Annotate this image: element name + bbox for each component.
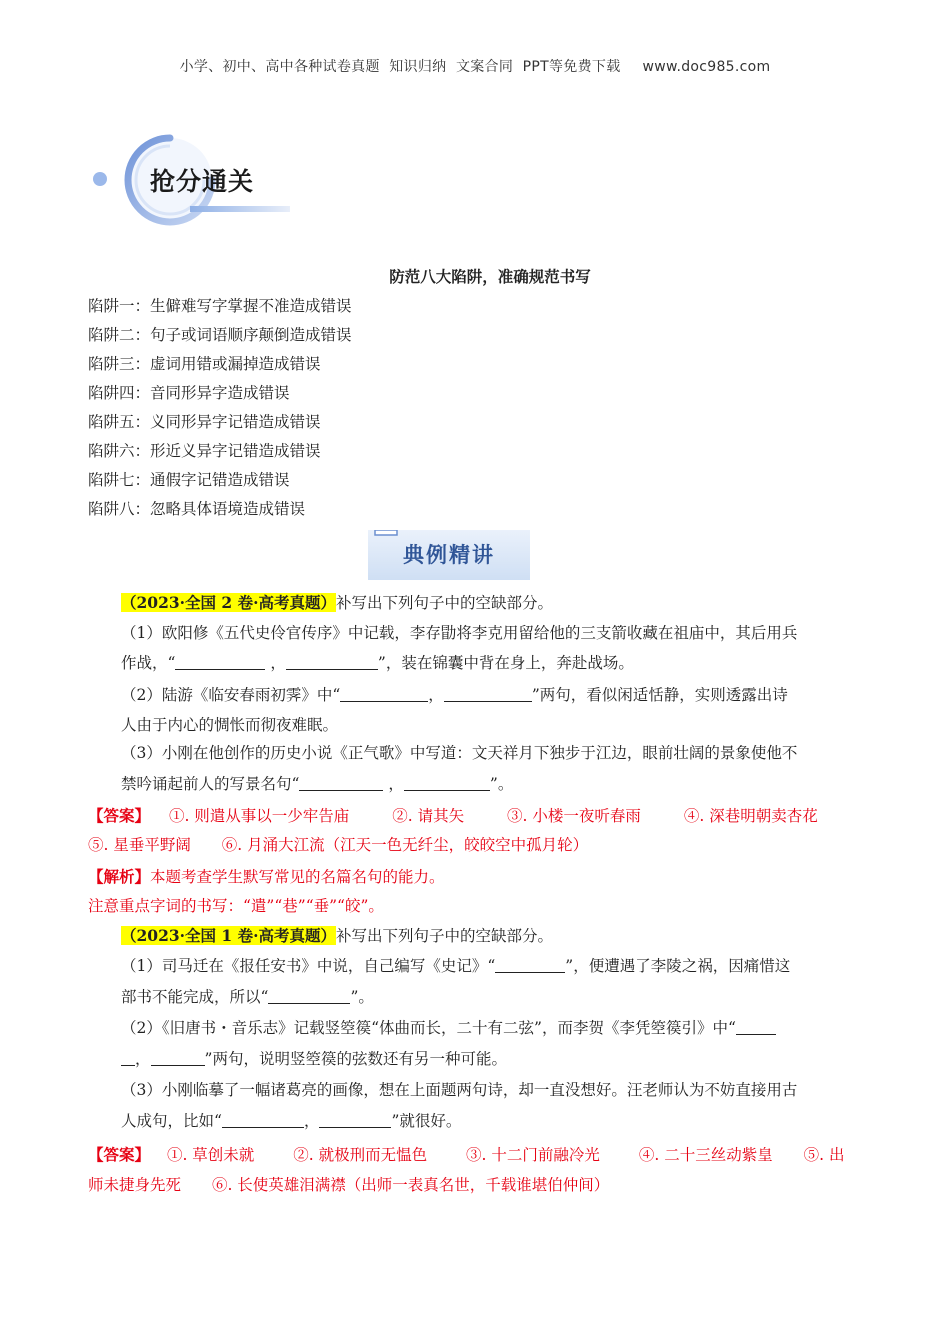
q2-s3-line2 — [121, 1106, 461, 1137]
answer-item: ②. 就极刑而无愠色 — [293, 1146, 428, 1164]
answer-item: ①. 则遣从事以一少牢告庙 — [168, 807, 350, 825]
section-heading-label: 典例精讲 — [403, 543, 495, 567]
section-heading — [368, 530, 530, 580]
q1-s2-line1 — [121, 680, 788, 711]
q2-s2-line2 — [121, 1044, 507, 1075]
answer-blank[interactable] — [444, 683, 532, 702]
section-banner — [90, 132, 300, 227]
q1-s1-line1: （1）欧阳修《五代史伶官传序》中记载，李存勖将李克用留给他的三支箭收藏在祖庙中，其后用兵 — [121, 624, 798, 642]
q1-s1-text: ”，装在锦囊中背在身上，奔赴战场。 — [377, 654, 634, 672]
answer-blank[interactable] — [175, 651, 265, 670]
q2-s1-text: 部书不能完成，所以“ — [121, 988, 269, 1006]
q1-prompt: 补写出下列句子中的空缺部分。 — [336, 594, 554, 612]
answer-blank[interactable] — [268, 985, 350, 1004]
q2-s2-sep: ， — [135, 1050, 151, 1068]
q2-s3-text: ”就很好。 — [391, 1112, 462, 1130]
trap-item: 陷阱六：形近义异字记错造成错误 — [88, 442, 321, 460]
answer-blank[interactable] — [319, 1109, 391, 1128]
answer-blank[interactable] — [286, 651, 378, 670]
q2-answer-line2 — [88, 1170, 609, 1201]
trap-item: 陷阱七：通假字记错造成错误 — [88, 471, 290, 489]
answer-item: ①. 草创未就 — [166, 1146, 255, 1164]
answer-blank[interactable] — [121, 1047, 135, 1066]
q1-s1-sep: ， — [270, 654, 286, 672]
trap-list — [88, 292, 352, 524]
header-url[interactable]: www.doc985.com — [642, 59, 771, 75]
q2-s1-text: ”，便遭遇了李陵之祸，因痛惜这 — [565, 957, 791, 975]
q1-s2-text: （2）陆游《临安春雨初霁》中“ — [121, 686, 341, 704]
main-title: 防范八大陷阱，准确规范书写 — [389, 267, 591, 286]
answer-item: ⑥. 月涌大江流（江天一色无纤尘，皎皎空中孤月轮） — [221, 836, 589, 854]
q1-answer-line2 — [88, 830, 588, 861]
q1-analysis — [88, 861, 445, 893]
trap-item: 陷阱二：句子或词语顺序颠倒造成错误 — [88, 326, 352, 344]
q2-s1-text: （1）司马迁在《报任安书》中说，自己编写《史记》“ — [121, 957, 496, 975]
q2-source-badge: （2023·全国 1 卷·高考真题） — [121, 926, 337, 945]
q2-s2-line1 — [121, 1013, 776, 1044]
q1-s3-line1: （3）小刚在他创作的历史小说《正气歌》中写道：文天祥月下独步于江边，眼前壮阔的景象使他不 — [121, 744, 798, 762]
answer-item: ⑤. 出 — [803, 1146, 845, 1164]
q1-s3-text: 禁吟诵起前人的写景名句“ — [121, 775, 300, 793]
answer-item: ⑤. 星垂平野阔 — [88, 836, 191, 854]
q2-s3-sep: ， — [303, 1112, 320, 1130]
analysis-label: 【解析】 — [88, 867, 151, 886]
q1-s3-line2 — [121, 769, 513, 800]
q1-s1-text: 作战，“ — [121, 654, 176, 672]
answer-blank[interactable] — [299, 772, 383, 791]
q2-s1-text: ”。 — [350, 988, 374, 1006]
q2-s2-text: ”两句，说明竖箜篌的弦数还有另一种可能。 — [204, 1050, 507, 1068]
q1-source-badge: （2023·全国 2 卷·高考真题） — [121, 593, 337, 612]
analysis-text: 本题考查学生默写常见的名篇名句的能力。 — [150, 868, 445, 886]
answer-item: ④. 二十三丝动紫皇 — [638, 1146, 773, 1164]
answer-blank[interactable] — [736, 1016, 776, 1035]
q1-s2-sep: ， — [428, 686, 444, 704]
header-text: 小学、初中、高中各种试卷真题 知识归纳 文案合同 PPT等免费下载 — [179, 59, 621, 75]
answer-item: ③. 小楼一夜听春雨 — [507, 807, 641, 825]
trap-item: 陷阱五：义同形异字记错造成错误 — [88, 413, 321, 431]
answer-label: 【答案】 — [88, 1145, 151, 1164]
trap-item: 陷阱八：忽略具体语境造成错误 — [88, 500, 306, 518]
q2-s1-line2 — [121, 982, 374, 1013]
answer-item: ②. 请其矢 — [392, 807, 465, 825]
q1-s2-line2: 人由于内心的惆怅而彻夜难眠。 — [121, 716, 339, 734]
q2-s2-text: （2）《旧唐书・音乐志》记载竖箜篌“体曲而长，二十有二弦”，而李贺《李凭箜篌引》中“ — [121, 1019, 736, 1037]
q1-s3-sep: ， — [388, 775, 404, 793]
site-header — [0, 56, 950, 76]
q2-answer-line1 — [88, 1139, 845, 1171]
q1-s1-line2 — [121, 648, 634, 679]
q1-answer-line1 — [88, 800, 818, 832]
q2-s3-text: 人成句，比如“ — [121, 1112, 222, 1130]
q2-s3-line1: （3）小刚临摹了一幅诸葛亮的画像，想在上面题两句诗，却一直没想好。汪老师认为不妨直接用古 — [121, 1081, 798, 1099]
answer-blank[interactable] — [404, 772, 490, 791]
answer-blank[interactable] — [222, 1109, 304, 1128]
answer-item: ⑥. 长使英雄泪满襟（出师一表真名世，千载谁堪伯仲间） — [211, 1176, 610, 1194]
answer-blank[interactable] — [495, 954, 565, 973]
q2-prompt: 补写出下列句子中的空缺部分。 — [336, 927, 554, 945]
q1-note: 注意重点字词的书写：“遣”“巷”“垂”“皎”。 — [88, 897, 384, 915]
answer-blank[interactable] — [340, 683, 428, 702]
q2-intro — [121, 920, 553, 952]
q2-s1-line1 — [121, 951, 790, 982]
trap-item: 陷阱四：音同形异字造成错误 — [88, 384, 290, 402]
answer-item: ④. 深巷明朝卖杏花 — [683, 807, 818, 825]
q1-s3-text: ”。 — [489, 775, 514, 793]
trap-item: 陷阱一：生僻难写字掌握不准造成错误 — [88, 297, 352, 315]
answer-label: 【答案】 — [88, 806, 151, 825]
banner-title: 抢分通关 — [150, 167, 255, 196]
answer-item: ③. 十二门前融冷光 — [466, 1146, 600, 1164]
q1-s2-text: ”两句，看似闲适恬静，实则透露出诗 — [531, 686, 788, 704]
answer-item: 师未捷身先死 — [88, 1176, 182, 1194]
trap-item: 陷阱三：虚词用错或漏掉造成错误 — [88, 355, 321, 373]
answer-blank[interactable] — [151, 1047, 205, 1066]
q1-intro — [121, 587, 553, 619]
